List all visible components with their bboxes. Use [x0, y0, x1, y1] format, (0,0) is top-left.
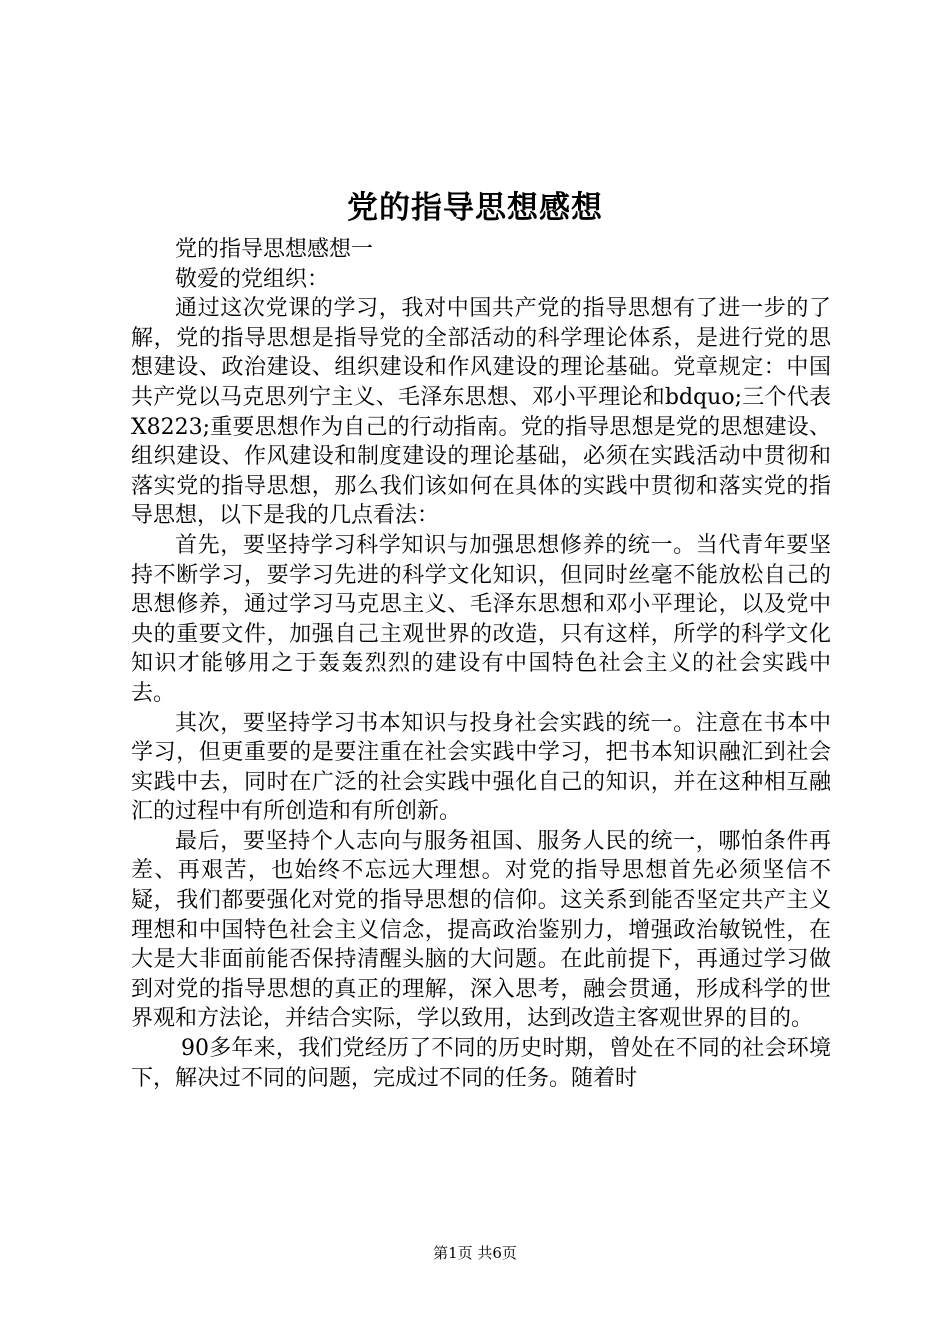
- document-title: 党的指导思想感想: [347, 190, 603, 226]
- paragraph-intro: 通过这次党课的学习，我对中国共产党的指导思想有了进一步的了解，党的指导思想是指导党的全部活动的科学理论体系，是进行党的思想建设、政治建设、组织建设和作风建设的理论基础。党章规定：中国共产党以马克思列宁主义、毛泽东思想、邓小平理论和bdquo;三个代表X8223;重要思想作为自己的行动指南。党的指导思想是党的思想建设、组织建设、作风建设和制度建设的理论基础，必须在实践活动中贯彻和落实党的指导思想，那么我们该如何在具体的实践中贯彻和落实党的指导思想，以下是我的几点看法：: [131, 296, 831, 529]
- paragraph-second-point: 其次，要坚持学习书本知识与投身社会实践的统一。注意在书本中学习，但更重要的是要注重在社会实践中学习，把书本知识融汇到社会实践中去，同时在广泛的社会实践中强化自己的知识，并在这种相互融汇的过程中有所创造和有所创新。: [131, 710, 831, 825]
- document-body: [131, 235, 831, 1093]
- paragraph-history: 90多年来，我们党经历了不同的历史时期，曾处在不同的社会环境下，解决过不同的问题，完成过不同的任务。随着时: [131, 1036, 831, 1091]
- page-footer: 第1页 共6页: [433, 1244, 517, 1262]
- paragraph-first-point: 首先，要坚持学习科学知识与加强思想修养的统一。当代青年要坚持不断学习，要学习先进的科学文化知识，但同时丝毫不能放松自己的思想修养，通过学习马克思主义、毛泽东思想和邓小平理论，以及党中央的重要文件，加强自己主观世界的改造，只有这样，所学的科学文化知识才能够用之于轰轰烈烈的建设有中国特色社会主义的社会实践中去。: [131, 532, 831, 706]
- paragraph-salutation: 敬爱的党组织：: [175, 266, 330, 292]
- paragraph-heading: 党的指导思想感想一: [175, 237, 374, 262]
- paragraph-third-point: 最后，要坚持个人志向与服务祖国、服务人民的统一，哪怕条件再差、再艰苦，也始终不忘远大理想。对党的指导思想首先必须坚信不疑，我们都要强化对党的指导思想的信仰。这关系到能否坚定共产主义理想和中国特色社会主义信念，提高政治鉴别力，增强政治敏锐性，在大是大非面前能否保持清醒头脑的大问题。在此前提下，再通过学习做到对党的指导思想的真正的理解，深入思考，融会贯通，形成科学的世界观和方法论，并结合实际，学以致用，达到改造主客观世界的目的。: [131, 828, 831, 1032]
